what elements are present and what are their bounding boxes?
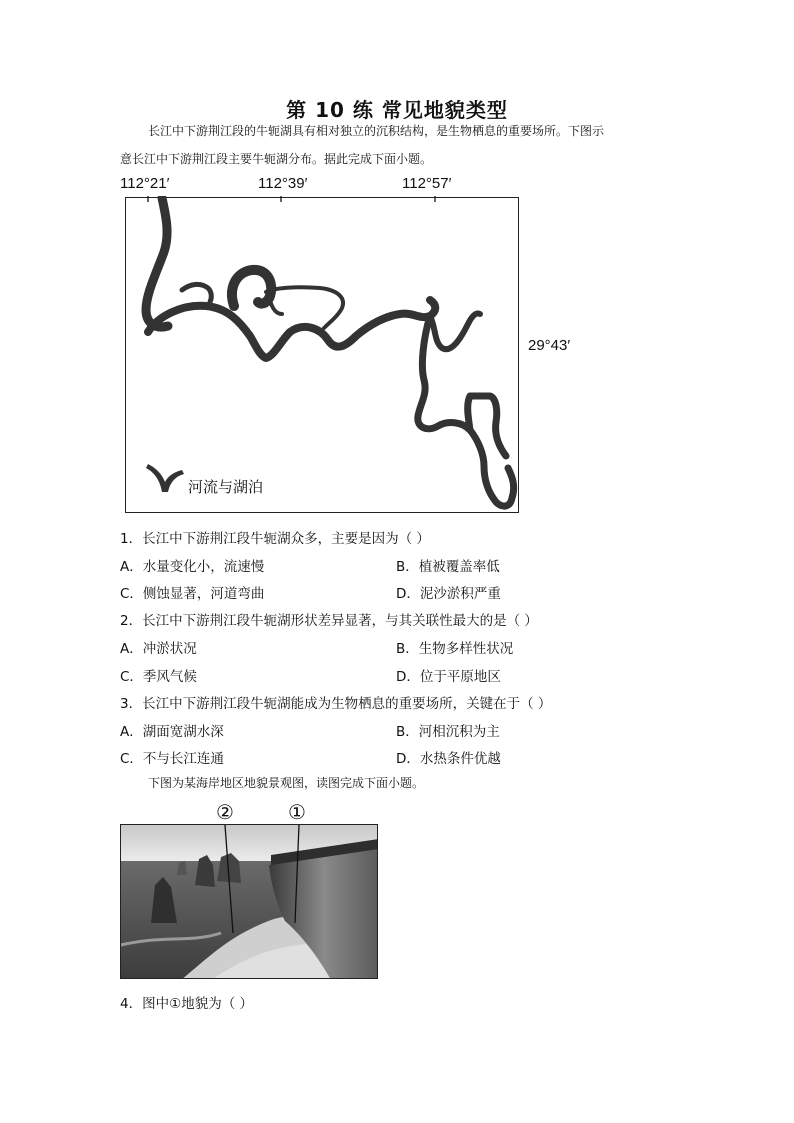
question-1-stem: 1．长江中下游荆江段牛轭湖众多，主要是因为（ ） [120,531,430,547]
coast-photo-graphic [121,825,378,979]
river-map-graphic [124,196,518,512]
question-3-option-d[interactable]: D．水热条件优越 [396,751,501,767]
map-coord-top-2: 112°39′ [258,175,308,192]
question-3-stem: 3．长江中下游荆江段牛轭湖能成为生物栖息的重要场所，关键在于（ ） [120,696,552,712]
question-2-option-c[interactable]: C．季风气候 [120,669,197,685]
map-coord-top-1: 112°21′ [120,175,170,192]
coast-landform-photo [120,824,378,979]
question-1-option-a[interactable]: A．水量变化小，流速慢 [120,559,265,575]
intro-2: 下图为某海岸地区地貌景观图，读图完成下面小题。 [148,776,425,790]
legend-label: 河流与湖泊 [188,479,264,496]
photo-mark-2: ② [216,800,234,824]
page-title: 第 10 练 常见地貌类型 [286,98,508,122]
question-2-stem: 2．长江中下游荆江段牛轭湖形状差异显著，与其关联性最大的是（ ） [120,613,538,629]
legend-river-icon [146,464,184,492]
photo-mark-1: ① [288,800,306,824]
question-2-option-d[interactable]: D．位于平原地区 [396,669,501,685]
question-3-option-a[interactable]: A．湖面宽湖水深 [120,724,224,740]
question-1-option-d[interactable]: D．泥沙淤积严重 [396,586,501,602]
river-map [125,197,519,513]
intro-line-2: 意长江中下游荆江段主要牛轭湖分布。据此完成下面小题。 [120,152,433,166]
map-coord-right: 29°43′ [528,337,571,354]
map-coord-top-3: 112°57′ [402,175,452,192]
question-1-option-b[interactable]: B．植被覆盖率低 [396,559,500,575]
question-2-option-b[interactable]: B．生物多样性状况 [396,641,514,657]
river-channels [146,198,514,506]
question-1-option-c[interactable]: C．侧蚀显著，河道弯曲 [120,586,265,602]
question-4-stem: 4．图中①地貌为（ ） [120,996,253,1012]
question-3-option-b[interactable]: B．河相沉积为主 [396,724,500,740]
intro-line-1: 长江中下游荆江段的牛轭湖具有相对独立的沉积结构，是生物栖息的重要场所。下图示 [148,124,605,138]
question-3-option-c[interactable]: C．不与长江连通 [120,751,224,767]
question-2-option-a[interactable]: A．冲淤状况 [120,641,197,657]
